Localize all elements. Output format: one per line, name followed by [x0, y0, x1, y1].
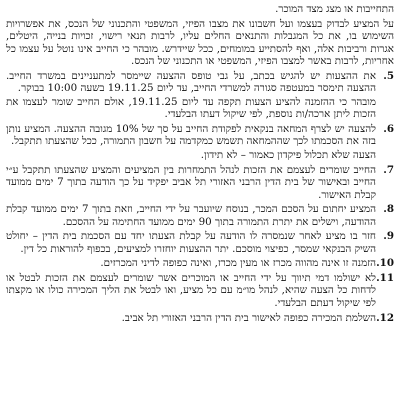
document-clause	[6, 164, 394, 202]
document-clause	[6, 230, 394, 255]
clause-text: המציע יחתום על הסכם המכר, בנוסח שיועבר על ידי החייב, וזאת בתוך 7 ימים ממועד קבלת ההודעה, וישלים את יתרת התמורה בתוך 90 ימים ממועד החתימה על ההסכם.	[6, 203, 376, 228]
clause-text: מובהר כי ההזמנה להציע הצעות תקפה עד ליום 19.11.25, אולם החייב שומר לעצמו את הזכות ליתן ארכה/ות נוספת, לפי שיקול דעתו הבלעדי.	[6, 95, 376, 121]
clause-number: 11.	[376, 271, 394, 284]
clause-number: 5.	[383, 69, 394, 82]
document-clause	[6, 272, 394, 310]
clause-text: להצעה יש לצרף המחאה בנקאית לפקודת החייב על סך של 10% מגובה ההצעה. המציע נותן בזה את הסכמתו לכך שההמחאה תשמש כמקדמה על חשבון התמורה, ככל שהצעתו תתקבל.	[6, 122, 377, 148]
clause-text: הזמנה זו אינה מהווה מכרז או מעין מכרז, ואינה כפופה לדיני המכרזים.	[100, 257, 376, 270]
clause-text: התחייבות או מצג מצד המוכר.	[275, 3, 394, 15]
clause-text: לא ישולמו דמי תיווך על ידי החייב או המוכרים אשר שומרים לעצמם את הזכות לבטל או לדחות כל הצעה שהיא, לנהל מו״מ עם כל מציע, ואו לבטל את הליך המכירה כולו או מקצתו לפי שיקול דעתם הבלעדי.	[6, 271, 376, 310]
document-clause	[6, 203, 394, 228]
document-clause	[6, 257, 394, 270]
clause-number: 12.	[376, 311, 394, 324]
clause-text: החייב שומרים לעצמם את הזכות לנהל התמחרות בין המציעים והמציע שהצעתו תתקבל ע״י החייב ובאישור של בית הדין הרבני האזורי תל אביב יפקיד על כך הודעה בתוך 7 ימים ממועד קבלת האישור.	[6, 163, 376, 201]
document-clause	[6, 123, 394, 162]
document-clause	[6, 312, 394, 325]
document-clause	[6, 3, 394, 16]
clause-text: השלמת המכירה כפופה לאישור בית הדין הרבני האזורי תל אביב.	[121, 311, 376, 324]
clause-text: חזר בו מציע לאחר שנמסרה לו הודעה על קבלת הצעתו יחד עם הסכמת בית הדין – יחולט השיק הבנקאי שמסר, כפיצוי מוסכם. יתר ההצעות יוחזרו למציעים, בכפוף להוראות כל דין.	[6, 230, 376, 255]
clause-text: הצעה שלא תכלול פיקדון כאמור – לא תידון.	[200, 149, 376, 162]
clause-number: 6.	[383, 122, 394, 135]
clause-number: 7.	[383, 163, 394, 176]
clause-number: 10.	[376, 257, 394, 270]
clause-number: 8.	[383, 203, 394, 216]
clause-number: 9.	[383, 230, 394, 243]
document-clause	[6, 70, 394, 121]
clause-text: על המציע לבדוק בעצמו ועל חשבונו את מצבו הפיזי, המשפטי והתכנוני של הנכס, את אפשרויות השימוש בו, את כל המגבלות והתנאים החלים עליו, לרבות תנאי רישוי, זכויות בנייה, היטלים, אגרות ורביבות אלה, ואף להסתייע במומחים, ככל שיידרש. מובהר כי החייב אינו נוטל על עצמו כל אחריות, לרבות באשר למצבו הפיזי, המשפטי או התכנוני של הנכס.	[6, 17, 394, 68]
document-clause	[6, 18, 394, 68]
clause-text: את ההצעות יש להגיש בכתב, על גבי טופס ההצעה שיימסר למתעניינים במשרד החייב. ההצעה תימסר במעטפה סגורה למשרדי החייב, עד ליום 19.11.25 בשעה 10:00 בבוקר.	[6, 69, 376, 95]
